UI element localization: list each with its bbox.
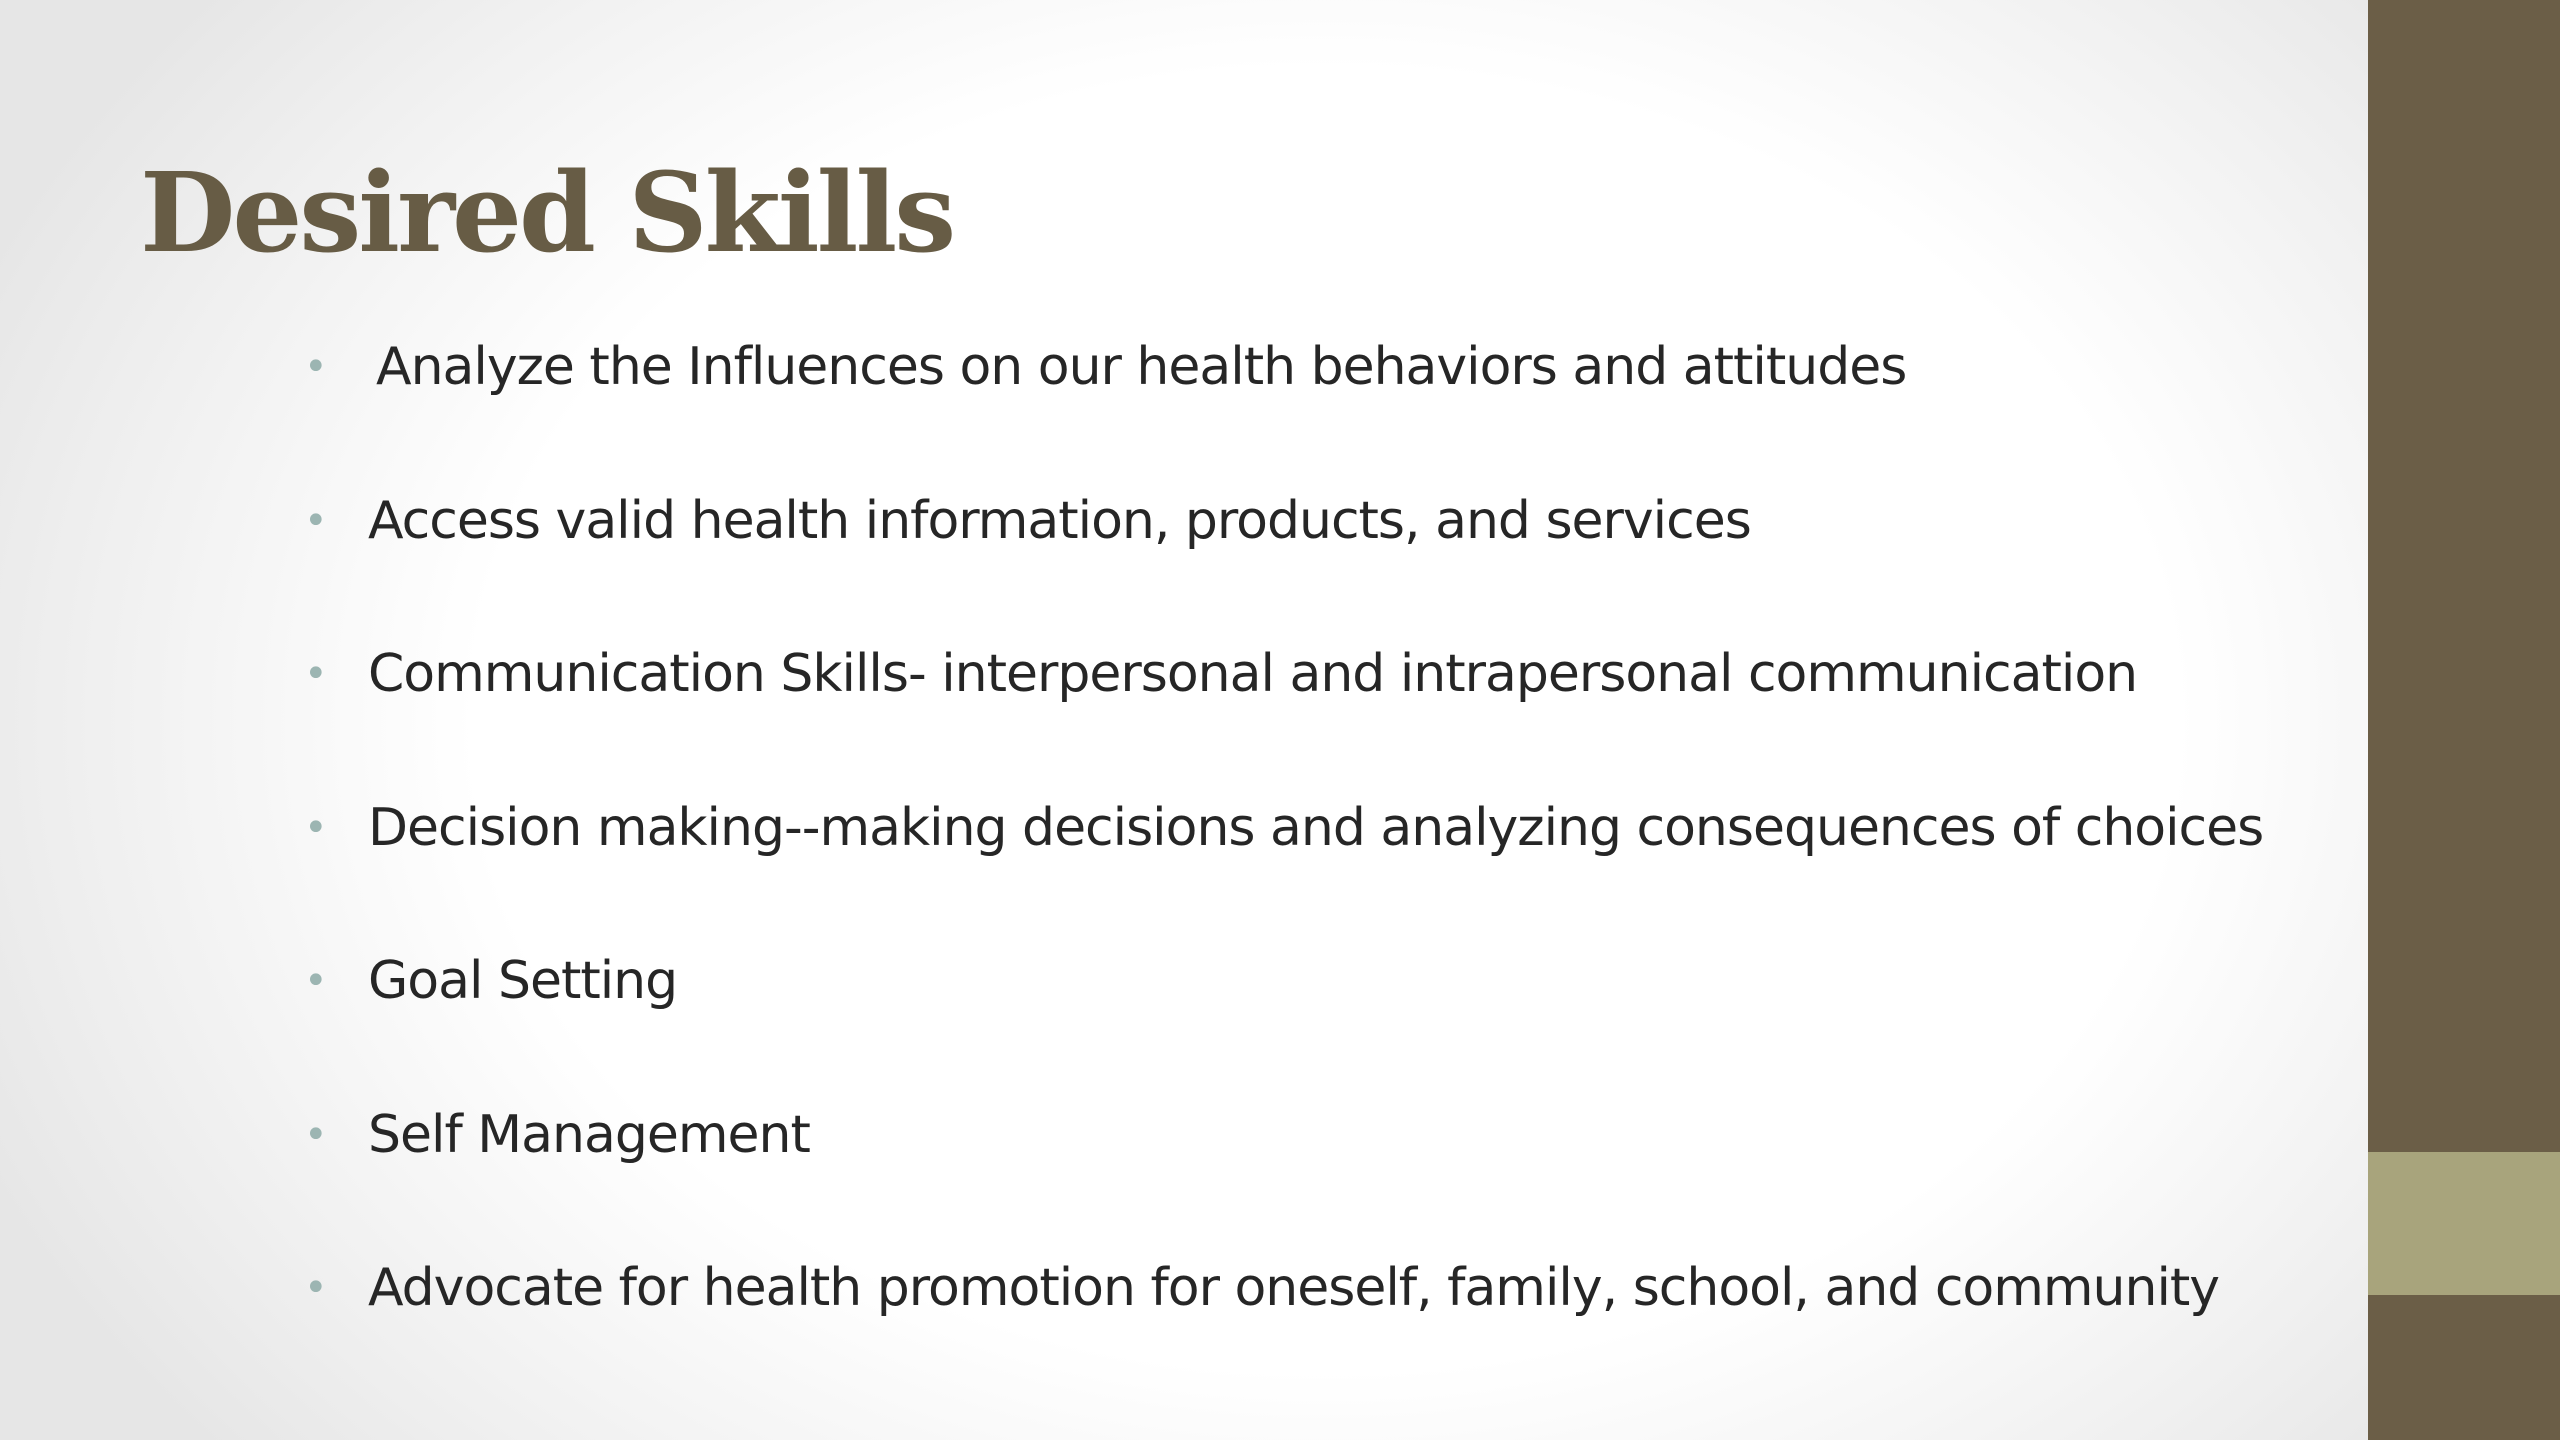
bullet-item-analyze-influences xyxy=(300,322,2340,476)
bullet-item-advocate xyxy=(300,1243,2340,1397)
bullet-icon: • xyxy=(304,651,327,697)
bullet-icon: • xyxy=(304,804,327,851)
bullet-item-communication-skills xyxy=(300,629,2340,783)
bullet-icon: • xyxy=(304,958,327,1004)
decorative-side-accent xyxy=(2368,1152,2560,1295)
bullet-list xyxy=(300,322,2340,1397)
bullet-item-decision-making xyxy=(300,783,2340,937)
bullet-icon: • xyxy=(304,497,327,544)
slide-title: Desired Skills xyxy=(140,148,954,277)
bullet-text: Goal Setting xyxy=(368,951,678,1011)
bullet-text: Access valid health information, products, and services xyxy=(368,490,1751,551)
bullet-text: Decision making--making decisions and analyzing consequences of choices xyxy=(368,797,2264,858)
bullet-text: Communication Skills- interpersonal and intrapersonal communication xyxy=(368,644,2138,704)
bullet-icon: • xyxy=(304,344,327,390)
bullet-text: Analyze the Influences on our health behaviors and attitudes xyxy=(376,337,1907,397)
bullet-icon: • xyxy=(304,1265,327,1311)
bullet-text: Self Management xyxy=(368,1104,810,1165)
bullet-item-goal-setting xyxy=(300,936,2340,1090)
bullet-item-access-information xyxy=(300,476,2340,630)
bullet-icon: • xyxy=(304,1111,327,1158)
bullet-item-self-management xyxy=(300,1090,2340,1244)
bullet-text: Advocate for health promotion for oneself, family, school, and community xyxy=(368,1258,2220,1318)
